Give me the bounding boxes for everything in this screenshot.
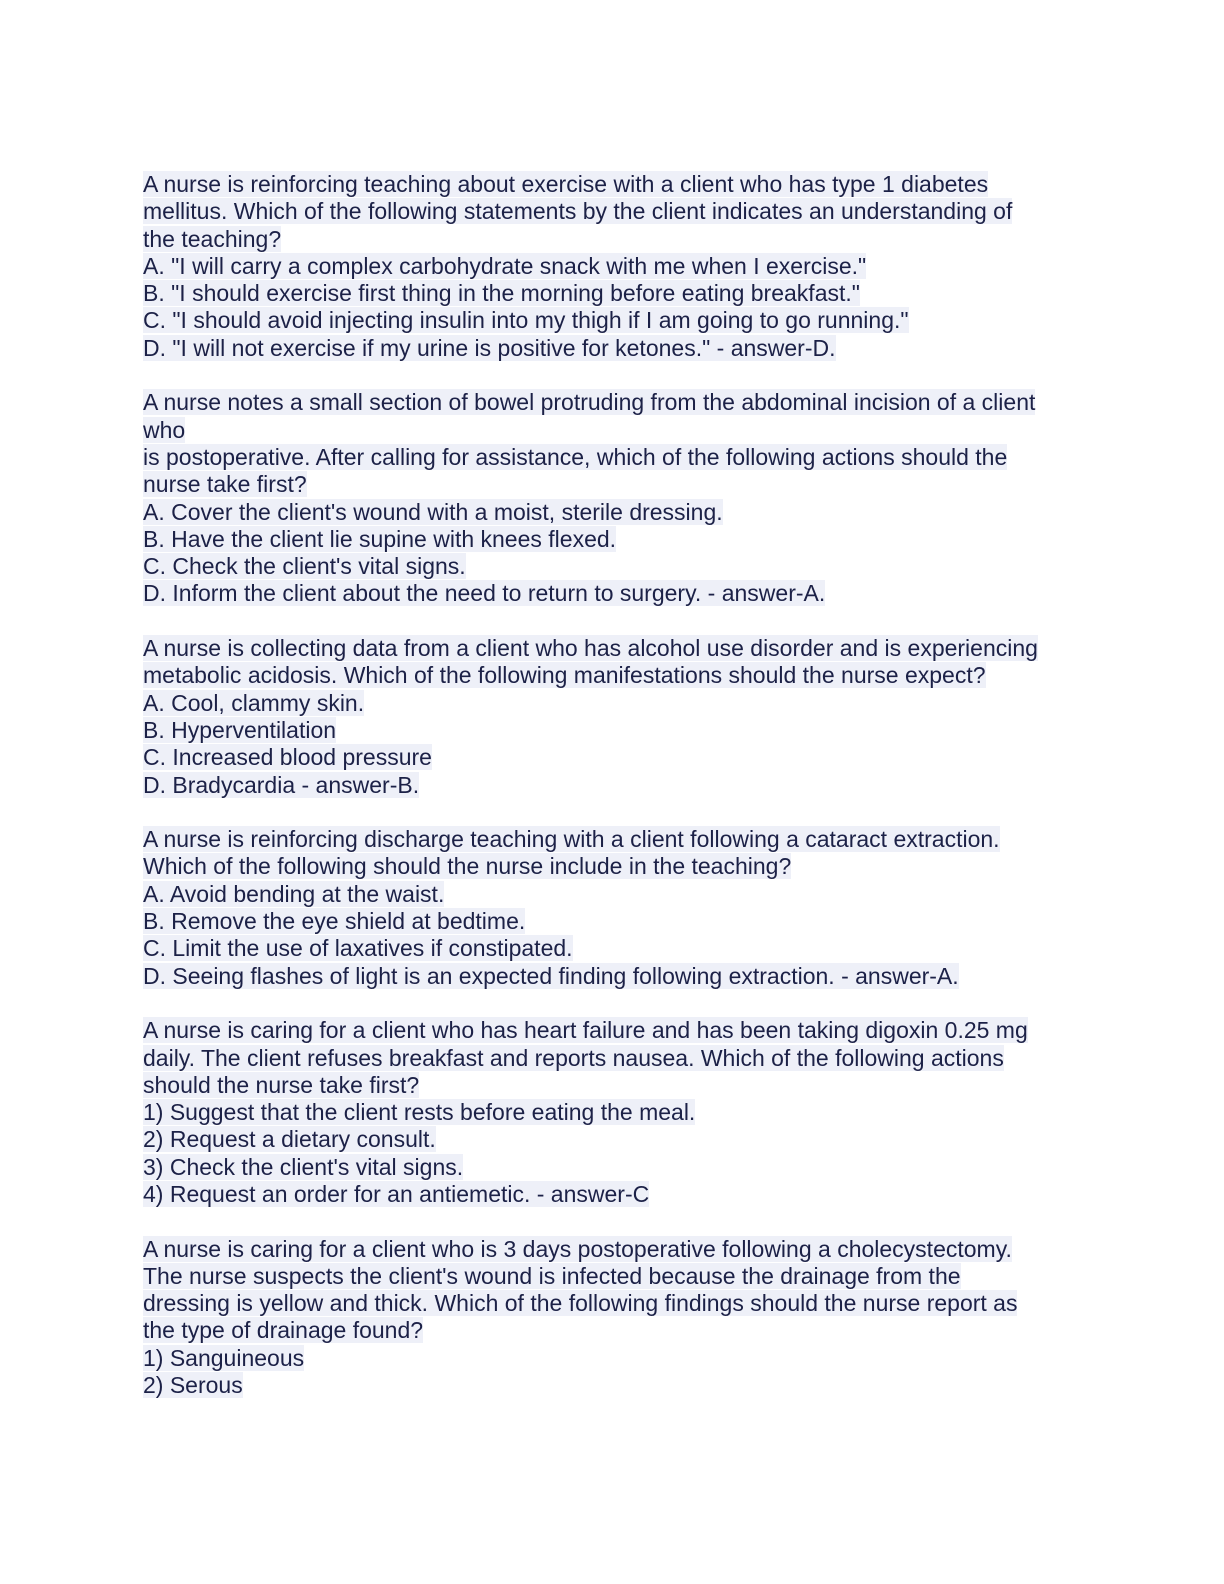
question-4-line: Which of the following should the nurse include in the teaching? bbox=[143, 853, 792, 880]
question-5 bbox=[143, 1017, 1083, 1208]
question-5-option-1: 1) Suggest that the client rests before eating the meal. bbox=[143, 1099, 696, 1126]
question-3-option-c: C. Increased blood pressure bbox=[143, 744, 432, 771]
question-1-option-b: B. "I should exercise first thing in the morning before eating breakfast." bbox=[143, 280, 860, 307]
question-1-option-d-answer: D. "I will not exercise if my urine is positive for ketones." - answer-D. bbox=[143, 334, 836, 361]
question-6-line: The nurse suspects the client's wound is infected because the drainage from the bbox=[143, 1262, 961, 1289]
document-page bbox=[143, 171, 1083, 1427]
question-5-line: should the nurse take first? bbox=[143, 1071, 420, 1098]
question-3-option-b: B. Hyperventilation bbox=[143, 716, 337, 743]
question-4-option-c: C. Limit the use of laxatives if constipated. bbox=[143, 935, 573, 962]
question-3-line: A nurse is collecting data from a client who has alcohol use disorder and is experiencing bbox=[143, 635, 1038, 662]
question-2-option-c: C. Check the client's vital signs. bbox=[143, 553, 466, 580]
question-2-line: nurse take first? bbox=[143, 471, 307, 498]
question-6-line: dressing is yellow and thick. Which of the following findings should the nurse report as bbox=[143, 1290, 1018, 1317]
question-2-option-d-answer: D. Inform the client about the need to return to surgery. - answer-A. bbox=[143, 580, 826, 607]
question-2-line: is postoperative. After calling for assistance, which of the following actions should the bbox=[143, 443, 1008, 470]
question-1-line: mellitus. Which of the following statements by the client indicates an understanding of bbox=[143, 198, 1013, 225]
question-1 bbox=[143, 171, 1083, 362]
question-5-option-2: 2) Request a dietary consult. bbox=[143, 1126, 436, 1153]
question-1-option-c: C. "I should avoid injecting insulin into my thigh if I am going to go running." bbox=[143, 307, 909, 334]
question-4-option-b: B. Remove the eye shield at bedtime. bbox=[143, 908, 526, 935]
question-6-option-1: 1) Sanguineous bbox=[143, 1344, 305, 1371]
question-3-option-d-answer: D. Bradycardia - answer-B. bbox=[143, 771, 420, 798]
question-5-line: A nurse is caring for a client who has heart failure and has been taking digoxin 0.25 mg bbox=[143, 1017, 1028, 1044]
question-1-line: A nurse is reinforcing teaching about exercise with a client who has type 1 diabetes bbox=[143, 171, 989, 197]
question-6-line: A nurse is caring for a client who is 3 days postoperative following a cholecystectomy. bbox=[143, 1235, 1012, 1262]
question-2-option-a: A. Cover the client's wound with a moist, sterile dressing. bbox=[143, 498, 723, 525]
question-5-option-4-answer: 4) Request an order for an antiemetic. - answer-C bbox=[143, 1180, 650, 1207]
question-3-line: metabolic acidosis. Which of the following manifestations should the nurse expect? bbox=[143, 662, 986, 689]
question-6 bbox=[143, 1236, 1083, 1400]
question-6-line: the type of drainage found? bbox=[143, 1317, 424, 1344]
question-4 bbox=[143, 826, 1083, 990]
question-1-option-a: A. "I will carry a complex carbohydrate snack with me when I exercise." bbox=[143, 252, 867, 279]
question-2-line: who bbox=[143, 416, 186, 443]
question-3-option-a: A. Cool, clammy skin. bbox=[143, 689, 365, 716]
question-6-option-2: 2) Serous bbox=[143, 1372, 243, 1399]
question-1-line: the teaching? bbox=[143, 225, 282, 252]
question-4-option-d-answer: D. Seeing flashes of light is an expected finding following extraction. - answer-A. bbox=[143, 962, 959, 989]
question-3 bbox=[143, 635, 1083, 799]
question-2-line: A nurse notes a small section of bowel protruding from the abdominal incision of a client bbox=[143, 389, 1036, 416]
question-2-option-b: B. Have the client lie supine with knees flexed. bbox=[143, 525, 617, 552]
question-2 bbox=[143, 389, 1083, 607]
question-4-option-a: A. Avoid bending at the waist. bbox=[143, 880, 445, 907]
question-5-line: daily. The client refuses breakfast and reports nausea. Which of the following actions bbox=[143, 1044, 1004, 1071]
question-4-line: A nurse is reinforcing discharge teaching with a client following a cataract extraction. bbox=[143, 826, 1000, 853]
question-5-option-3: 3) Check the client's vital signs. bbox=[143, 1153, 464, 1180]
